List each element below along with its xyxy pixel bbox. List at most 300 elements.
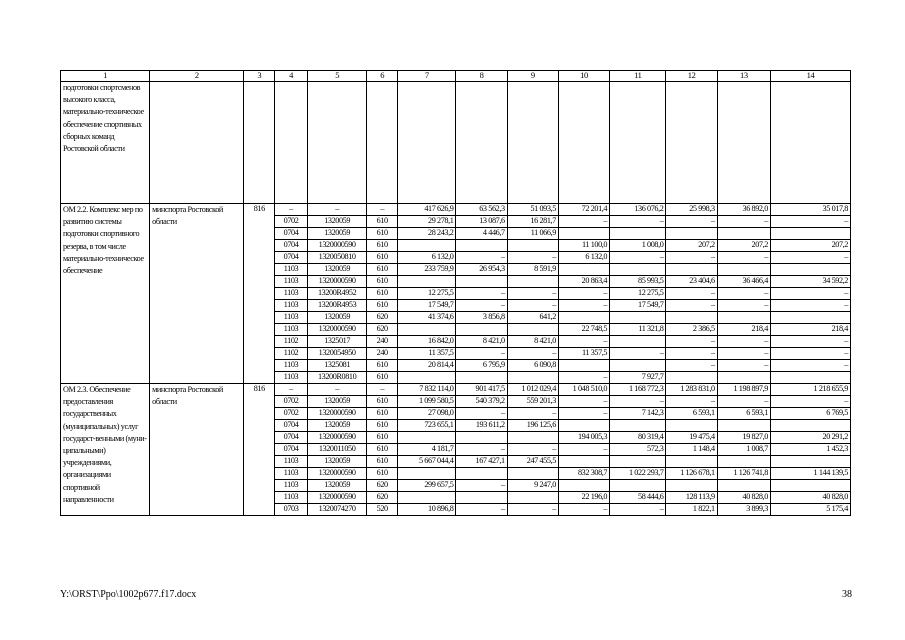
table-cell: – [307,384,366,396]
table-cell: – [307,204,366,216]
table-cell [558,312,609,324]
table-cell: 196 125,6 [507,420,558,432]
table-cell: 0704 [275,228,308,240]
table-cell [717,312,770,324]
table-cell: 207,2 [770,240,850,252]
table-cell: – [558,300,609,312]
table-cell: 193 611,2 [456,420,507,432]
table-cell: 26 954,3 [456,264,507,276]
measure-name: ОМ 2.2. Комплекс мер по развитию системы подготовки спортивного резерва, в том числе материально-техническое обеспечение [61,204,150,384]
table-cell: – [507,408,558,420]
table-cell: 29 278,1 [398,216,456,228]
table-cell [456,372,507,384]
table-cell: 1320074270 [307,504,366,516]
table-cell: 1320000590 [307,240,366,252]
table-cell: 13 087,6 [456,216,507,228]
table-cell: 1320050810 [307,252,366,264]
table-cell: 1325017 [307,336,366,348]
empty-cell [456,82,507,204]
table-cell: 0702 [275,396,308,408]
table-cell [398,372,456,384]
table-cell: 16 842,0 [398,336,456,348]
table-cell: 1325081 [307,360,366,372]
table-cell: – [367,384,398,396]
table-cell: 13200R0810 [307,372,366,384]
table-cell: 136 076,2 [610,204,666,216]
table-row [61,384,851,396]
table-cell: 1 022 293,7 [610,468,666,480]
table-cell: 218,4 [770,324,850,336]
column-header: 13 [717,71,770,82]
table-cell: 40 828,0 [770,492,850,504]
table-cell: 58 444,6 [610,492,666,504]
table-cell: – [558,504,609,516]
table-cell [398,468,456,480]
table-cell: 167 427,1 [456,456,507,468]
table-cell: – [717,288,770,300]
table-cell [507,324,558,336]
table-cell: 247 455,5 [507,456,558,468]
table-cell: 610 [367,240,398,252]
table-cell [717,420,770,432]
table-cell: – [456,348,507,360]
table-cell: 1103 [275,324,308,336]
table-cell: – [507,288,558,300]
table-cell: 1320000590 [307,432,366,444]
table-cell: 41 374,6 [398,312,456,324]
table-cell: 12 275,5 [398,288,456,300]
table-cell: 610 [367,360,398,372]
table-cell [507,492,558,504]
executor: минспорта Ростовской области [150,204,244,384]
table-cell: – [717,348,770,360]
table-cell [456,324,507,336]
table-cell: 6 593,1 [717,408,770,420]
column-header: 11 [610,71,666,82]
table-cell: 1 012 029,4 [507,384,558,396]
table-cell [770,312,850,324]
table-cell: – [666,336,717,348]
table-cell: 5 667 044,4 [398,456,456,468]
table-cell [666,312,717,324]
empty-cell [398,82,456,204]
ministry-code: 816 [244,384,275,516]
table-cell: 0703 [275,504,308,516]
table-cell: 610 [367,228,398,240]
table-cell: – [717,252,770,264]
table-cell [507,468,558,480]
table-row [61,204,851,216]
table-cell: – [558,288,609,300]
table-cell: 1102 [275,336,308,348]
table-cell: 85 993,5 [610,276,666,288]
table-cell: 36 466,4 [717,276,770,288]
column-header: 12 [666,71,717,82]
table-cell: 17 549,7 [610,300,666,312]
table-cell: 1320059 [307,312,366,324]
table-cell: 1103 [275,456,308,468]
column-header: 10 [558,71,609,82]
table-cell: – [456,300,507,312]
table-cell: 2 386,5 [666,324,717,336]
table-cell [770,372,850,384]
column-header: 2 [150,71,244,82]
table-cell: – [717,300,770,312]
table-cell: 1102 [275,348,308,360]
table-cell: 17 549,7 [398,300,456,312]
table-cell: 1320059 [307,420,366,432]
page-number: 38 [842,589,852,600]
table-cell [717,228,770,240]
table-cell: 19 475,4 [666,432,717,444]
table-cell: 0704 [275,432,308,444]
table-cell: 6 132,0 [558,252,609,264]
table-cell [398,492,456,504]
table-cell: 1 008,0 [610,240,666,252]
table-cell [717,480,770,492]
table-cell: – [666,300,717,312]
table-cell: – [610,252,666,264]
table-cell: 22 748,5 [558,324,609,336]
table-cell: – [770,216,850,228]
table-cell [666,264,717,276]
table-cell: 1103 [275,264,308,276]
table-cell: 233 759,9 [398,264,456,276]
table-cell: 4 181,7 [398,444,456,456]
table-cell: 1320054950 [307,348,366,360]
table-cell: – [558,444,609,456]
table-cell: 207,2 [666,240,717,252]
table-cell: 610 [367,420,398,432]
table-cell: 620 [367,480,398,492]
table-cell: 1103 [275,288,308,300]
table-cell: 1320000590 [307,324,366,336]
table-cell: – [770,348,850,360]
table-cell: 1320000590 [307,276,366,288]
table-cell: – [770,300,850,312]
table-cell: 8 421,0 [456,336,507,348]
column-header: 6 [367,71,398,82]
executor: минспорта Ростовской области [150,384,244,516]
table-cell [507,240,558,252]
table-cell: 3 899,3 [717,504,770,516]
table-cell: – [367,204,398,216]
table-cell: – [610,396,666,408]
table-cell: 11 066,9 [507,228,558,240]
table-cell: 23 404,6 [666,276,717,288]
column-header: 3 [244,71,275,82]
table-cell: 11 357,5 [558,348,609,360]
table-cell: – [770,396,850,408]
table-cell: 1 099 580,5 [398,396,456,408]
table-cell: – [666,216,717,228]
empty-cell [275,82,308,204]
empty-cell [558,82,609,204]
table-cell [770,480,850,492]
table-cell: 12 275,5 [610,288,666,300]
table-cell [610,312,666,324]
table-cell: 1320059 [307,456,366,468]
table-cell: – [456,288,507,300]
table-cell: – [558,372,609,384]
table-cell [507,276,558,288]
table-cell [507,372,558,384]
table-cell [558,480,609,492]
table-cell: – [717,360,770,372]
table-cell: 1103 [275,372,308,384]
table-cell: 218,4 [717,324,770,336]
table-cell: – [666,348,717,360]
table-cell: 1320059 [307,480,366,492]
column-header: 7 [398,71,456,82]
table-cell: – [770,252,850,264]
table-cell: 1103 [275,468,308,480]
table-cell: 1 048 510,0 [558,384,609,396]
table-cell: 36 892,0 [717,204,770,216]
table-cell: 610 [367,300,398,312]
table-cell: – [558,336,609,348]
table-cell: 8 421,0 [507,336,558,348]
table-cell: 20 863,4 [558,276,609,288]
table-cell: – [770,336,850,348]
empty-cell [367,82,398,204]
table-cell: 1320059 [307,216,366,228]
table-cell: 610 [367,252,398,264]
table-cell: 6 769,5 [770,408,850,420]
table-cell: – [507,252,558,264]
table-cell: 11 357,5 [398,348,456,360]
table-cell: 610 [367,432,398,444]
table-cell: 1103 [275,492,308,504]
column-header: 4 [275,71,308,82]
table-cell [558,420,609,432]
table-cell [770,456,850,468]
table-cell: 610 [367,456,398,468]
table-cell: – [770,360,850,372]
table-cell: 1 283 831,0 [666,384,717,396]
table-cell: 1103 [275,300,308,312]
table-cell: 40 828,0 [717,492,770,504]
table-cell: 1 218 655,9 [770,384,850,396]
table-cell: 194 005,3 [558,432,609,444]
table-cell: 1320059 [307,396,366,408]
table-cell: 610 [367,276,398,288]
table-cell: 207,2 [717,240,770,252]
table-cell: – [558,216,609,228]
table-cell: 240 [367,348,398,360]
table-cell: 559 201,3 [507,396,558,408]
table-cell: 6 132,0 [398,252,456,264]
table-cell [456,432,507,444]
column-header: 1 [61,71,150,82]
table-cell: – [456,408,507,420]
table-cell: 28 243,2 [398,228,456,240]
empty-cell [244,82,275,204]
table-cell [770,228,850,240]
table-cell [666,372,717,384]
table-cell: – [666,288,717,300]
table-cell: 620 [367,324,398,336]
column-header: 5 [307,71,366,82]
table-cell: 1 126 678,1 [666,468,717,480]
table-cell: 610 [367,288,398,300]
table-cell: 6 090,8 [507,360,558,372]
table-cell: 1 144 139,5 [770,468,850,480]
table-cell: 72 201,4 [558,204,609,216]
table-cell: 80 319,4 [610,432,666,444]
table-cell: 610 [367,408,398,420]
empty-cell [770,82,850,204]
table-cell: – [456,480,507,492]
table-cell: 1103 [275,312,308,324]
table-cell: 0704 [275,240,308,252]
table-cell: 1320000590 [307,408,366,420]
table-cell: 22 196,0 [558,492,609,504]
table-cell: – [507,300,558,312]
table-cell: 723 655,1 [398,420,456,432]
table-cell: 1 008,7 [717,444,770,456]
table-cell [558,228,609,240]
table-cell: 1 148,4 [666,444,717,456]
table-cell: 1320000590 [307,468,366,480]
table-cell: 1 198 897,9 [717,384,770,396]
table-cell: – [717,216,770,228]
table-cell: – [507,348,558,360]
table-cell [717,264,770,276]
table-cell [666,420,717,432]
table-cell: 620 [367,492,398,504]
table-cell: 610 [367,468,398,480]
empty-cell [610,82,666,204]
table-cell: 10 896,8 [398,504,456,516]
table-cell: 11 321,8 [610,324,666,336]
table-cell: 6 795,9 [456,360,507,372]
table-cell: – [610,504,666,516]
table-cell [398,276,456,288]
empty-cell [666,82,717,204]
table-cell: 7 927,7 [610,372,666,384]
table-cell: 901 417,5 [456,384,507,396]
table-cell: – [558,396,609,408]
table-cell: 4 446,7 [456,228,507,240]
table-cell [507,432,558,444]
table-cell [610,420,666,432]
table-cell: 25 998,3 [666,204,717,216]
table-cell: 13200R4953 [307,300,366,312]
table-cell: 0704 [275,420,308,432]
table-cell [610,480,666,492]
empty-cell [507,82,558,204]
table-cell: 641,2 [507,312,558,324]
table-cell: 1320059 [307,228,366,240]
table-cell: – [717,396,770,408]
table-cell [558,360,609,372]
table-cell [610,456,666,468]
column-header: 8 [456,71,507,82]
table-cell: 1 168 772,3 [610,384,666,396]
table-cell: 128 113,9 [666,492,717,504]
empty-cell [717,82,770,204]
table-cell [398,240,456,252]
table-cell: 1103 [275,276,308,288]
table-cell: – [666,396,717,408]
table-cell: 11 100,0 [558,240,609,252]
table-cell: 417 626,9 [398,204,456,216]
empty-cell [150,82,244,204]
table-cell [666,228,717,240]
table-cell: – [456,252,507,264]
measure-name-continued: подготовки спортсменов высокого класса, материально-техническое обеспечение спортивных сборных команд Ростовской области [61,82,150,204]
header-row [61,71,851,82]
table-cell: 1320011050 [307,444,366,456]
table-cell: 520 [367,504,398,516]
table-cell [717,456,770,468]
table-cell: 0704 [275,444,308,456]
table-cell: – [456,444,507,456]
table-cell: 1 822,1 [666,504,717,516]
table-cell: 620 [367,312,398,324]
table-cell: 9 247,0 [507,480,558,492]
budget-table [60,70,851,516]
table-cell [610,264,666,276]
table-cell: 20 814,4 [398,360,456,372]
table-cell [666,480,717,492]
table-cell: 610 [367,264,398,276]
table-cell: 240 [367,336,398,348]
table-cell: – [456,504,507,516]
table-cell: 610 [367,396,398,408]
table-cell [610,360,666,372]
table-cell: 610 [367,372,398,384]
table-cell: 1103 [275,360,308,372]
table-cell: – [717,336,770,348]
table-cell: – [275,204,308,216]
table-cell: 27 098,0 [398,408,456,420]
table-cell: 610 [367,216,398,228]
table-cell [770,420,850,432]
table-cell: 34 592,2 [770,276,850,288]
table-cell [666,456,717,468]
table-cell [558,456,609,468]
table-cell: 572,3 [610,444,666,456]
table-cell: 1 452,3 [770,444,850,456]
table-cell: 299 657,5 [398,480,456,492]
table-cell [610,228,666,240]
table-cell: 1320059 [307,264,366,276]
table-cell: – [507,444,558,456]
table-cell: 8 591,9 [507,264,558,276]
table-cell: – [558,408,609,420]
column-header: 9 [507,71,558,82]
table-cell [558,264,609,276]
table-cell: – [610,216,666,228]
table-cell [456,240,507,252]
table-cell: 832 308,7 [558,468,609,480]
table-cell: 0704 [275,252,308,264]
table-cell: 19 827,0 [717,432,770,444]
table-cell: – [770,288,850,300]
table-cell: 63 562,3 [456,204,507,216]
footer-file-path: Y:\ORST\Ppo\1002p677.f17.docx [60,589,197,600]
column-header: 14 [770,71,850,82]
table-cell: 1 126 741,8 [717,468,770,480]
table-cell: – [666,360,717,372]
ministry-code: 816 [244,204,275,384]
table-cell: 540 379,2 [456,396,507,408]
table-cell [717,372,770,384]
table-cell: 20 291,2 [770,432,850,444]
table-cell: 51 093,5 [507,204,558,216]
